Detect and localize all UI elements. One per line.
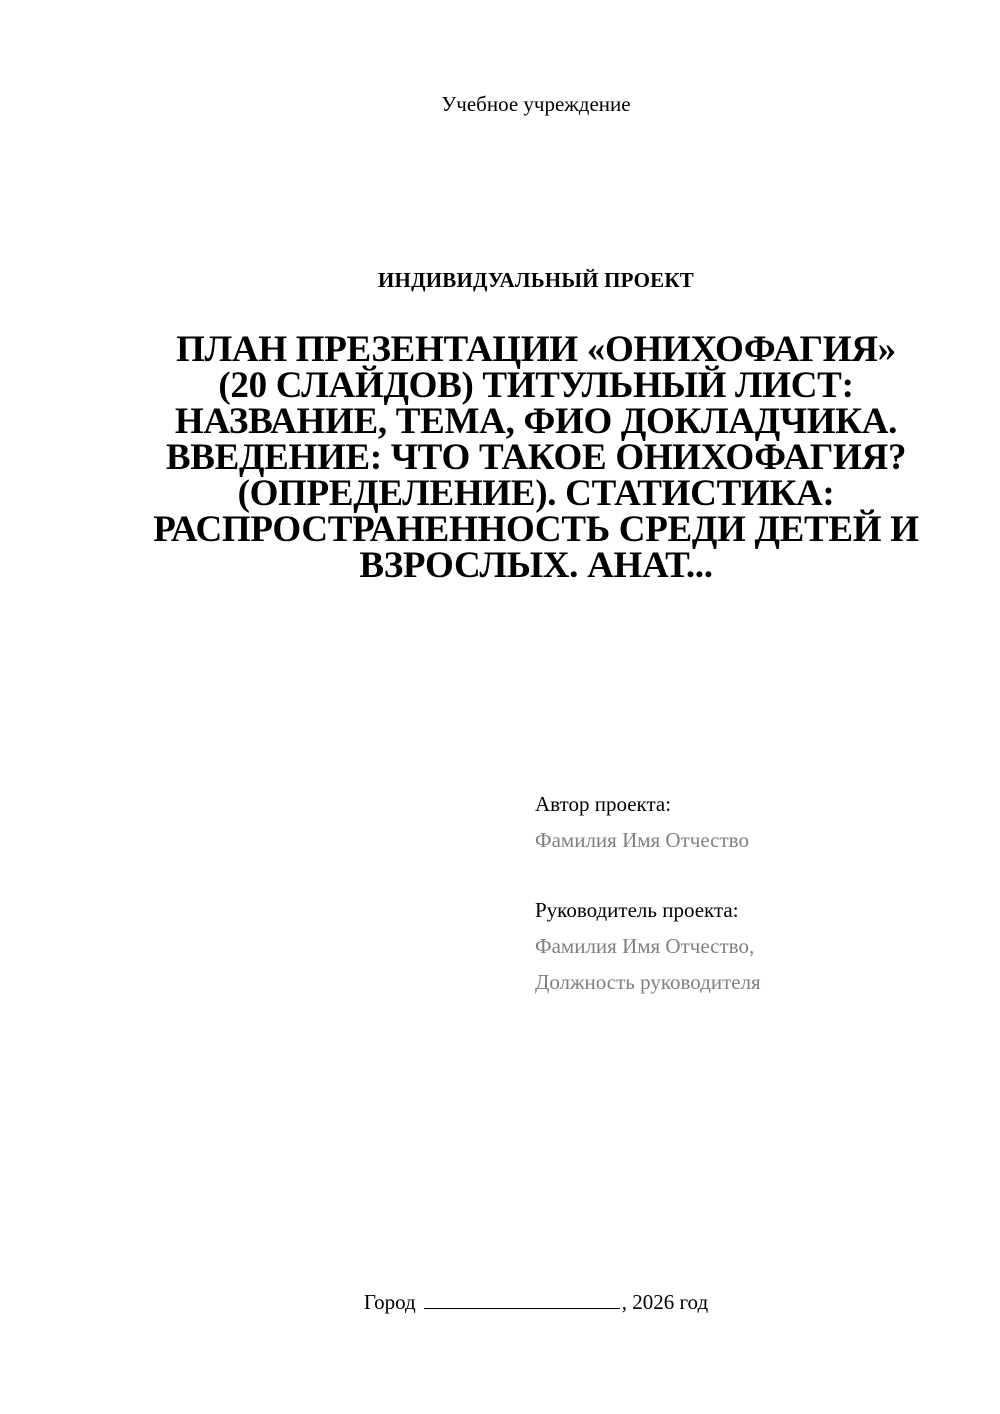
author-block	[535, 786, 965, 858]
year-text: , 2026 год	[621, 1290, 709, 1314]
institution-name: Учебное учреждение	[441, 92, 631, 116]
author-label: Автор проекта:	[535, 792, 672, 816]
city-label: Город	[363, 1290, 416, 1314]
supervisor-name: Фамилия Имя Отчество,	[535, 934, 755, 958]
city-blank-line	[424, 1291, 620, 1309]
supervisor-label: Руководитель проекта:	[535, 898, 739, 922]
supervisor-position: Должность руководителя	[535, 970, 761, 994]
supervisor-block	[535, 892, 965, 1000]
author-name: Фамилия Имя Отчество	[535, 828, 749, 852]
footer	[0, 1290, 1000, 1315]
project-type: ИНДИВИДУАЛЬНЫЙ ПРОЕКТ	[378, 268, 694, 292]
project-title: ПЛАН ПРЕЗЕНТАЦИИ «ОНИХОФАГИЯ» (20 СЛАЙДОВ) ТИТУЛЬНЫЙ ЛИСТ: НАЗВАНИЕ, ТЕМА, ФИО ДОКЛАДЧИКА. ВВЕДЕНИЕ: ЧТО ТАКОЕ ОНИХОФАГИЯ? (ОПРЕДЕЛЕНИЕ). СТАТИСТИКА: РАСПРОСТРАНЕННОСТЬ СРЕДИ ДЕТЕЙ И ВЗРОСЛЫХ. АНАТ...	[153, 329, 919, 586]
